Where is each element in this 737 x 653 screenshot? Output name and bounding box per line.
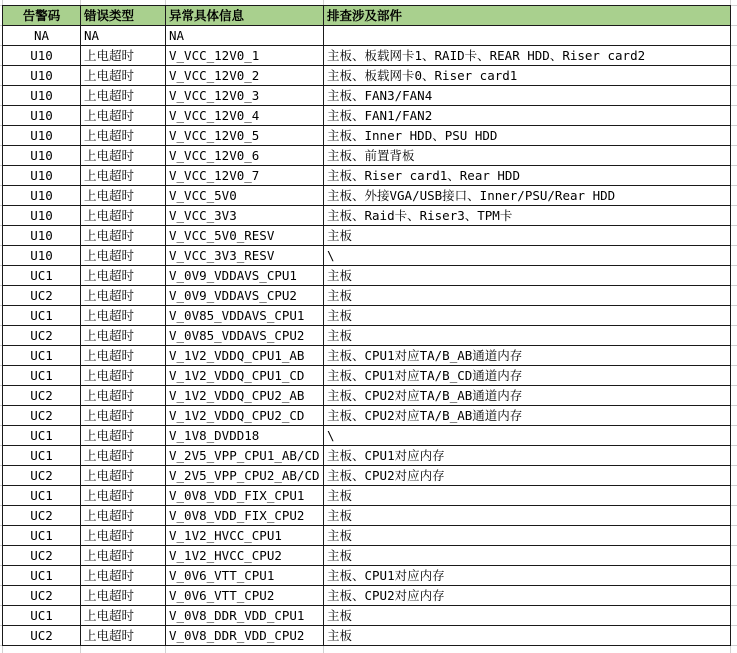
- cell[interactable]: 上电超时: [81, 166, 166, 186]
- cell[interactable]: 上电超时: [81, 426, 166, 446]
- cell[interactable]: V_1V2_HVCC_CPU2: [166, 546, 324, 566]
- header-involved-parts[interactable]: 排查涉及部件: [324, 6, 731, 26]
- cell[interactable]: V_0V9_VDDAVS_CPU1: [166, 266, 324, 286]
- table-row: [3, 446, 731, 466]
- table-row: [3, 366, 731, 386]
- cell[interactable]: 上电超时: [81, 306, 166, 326]
- cell[interactable]: 主板、板载网卡1、RAID卡、REAR HDD、Riser card2: [324, 46, 731, 66]
- table-row: [3, 106, 731, 126]
- cell[interactable]: V_0V8_DDR_VDD_CPU1: [166, 606, 324, 626]
- cell[interactable]: 上电超时: [81, 286, 166, 306]
- cell[interactable]: 主板、CPU1对应TA/B_CD通道内存: [324, 366, 731, 386]
- cell[interactable]: 主板、FAN1/FAN2: [324, 106, 731, 126]
- cell[interactable]: UC1: [3, 306, 81, 326]
- table-row: [3, 386, 731, 406]
- cell[interactable]: 上电超时: [81, 546, 166, 566]
- cell[interactable]: 主板、Riser card1、Rear HDD: [324, 166, 731, 186]
- cell[interactable]: V_0V9_VDDAVS_CPU2: [166, 286, 324, 306]
- cell[interactable]: V_0V85_VDDAVS_CPU2: [166, 326, 324, 346]
- table-row: [3, 246, 731, 266]
- cell[interactable]: 上电超时: [81, 266, 166, 286]
- table-row: [3, 546, 731, 566]
- cell[interactable]: V_0V8_DDR_VDD_CPU2: [166, 626, 324, 646]
- cell[interactable]: UC2: [3, 546, 81, 566]
- table-row: [3, 146, 731, 166]
- cell[interactable]: V_0V6_VTT_CPU2: [166, 586, 324, 606]
- cell[interactable]: 上电超时: [81, 366, 166, 386]
- table-row: [3, 606, 731, 626]
- table-row: [3, 346, 731, 366]
- cell[interactable]: UC1: [3, 526, 81, 546]
- cell[interactable]: U10: [3, 146, 81, 166]
- table-row: [3, 46, 731, 66]
- table-row: [3, 86, 731, 106]
- cell[interactable]: 上电超时: [81, 46, 166, 66]
- cell[interactable]: V_VCC_3V3: [166, 206, 324, 226]
- cell[interactable]: 主板、Inner HDD、PSU HDD: [324, 126, 731, 146]
- cell[interactable]: 上电超时: [81, 126, 166, 146]
- cell[interactable]: 上电超时: [81, 446, 166, 466]
- cell[interactable]: NA: [166, 26, 324, 46]
- cell[interactable]: 主板、CPU1对应TA/B_AB通道内存: [324, 346, 731, 366]
- table-row: [3, 226, 731, 246]
- cell[interactable]: 上电超时: [81, 86, 166, 106]
- cell[interactable]: V_VCC_3V3_RESV: [166, 246, 324, 266]
- cell[interactable]: V_0V6_VTT_CPU1: [166, 566, 324, 586]
- cell[interactable]: UC2: [3, 506, 81, 526]
- cell[interactable]: V_1V2_HVCC_CPU1: [166, 526, 324, 546]
- cell[interactable]: UC1: [3, 486, 81, 506]
- table-row: [3, 526, 731, 546]
- cell[interactable]: V_VCC_12V0_7: [166, 166, 324, 186]
- table-row: [3, 166, 731, 186]
- cell[interactable]: 主板: [324, 626, 731, 646]
- cell[interactable]: 主板: [324, 606, 731, 626]
- cell[interactable]: 主板、CPU2对应内存: [324, 466, 731, 486]
- cell[interactable]: 主板、CPU2对应TA/B_AB通道内存: [324, 386, 731, 406]
- cell[interactable]: UC1: [3, 426, 81, 446]
- cell[interactable]: U10: [3, 46, 81, 66]
- table-row: [3, 126, 731, 146]
- cell[interactable]: V_VCC_12V0_1: [166, 46, 324, 66]
- cell[interactable]: 主板、CPU2对应TA/B_AB通道内存: [324, 406, 731, 426]
- cell[interactable]: V_1V2_VDDQ_CPU2_CD: [166, 406, 324, 426]
- cell[interactable]: 上电超时: [81, 586, 166, 606]
- cell[interactable]: U10: [3, 206, 81, 226]
- table-row: [3, 306, 731, 326]
- cell[interactable]: 上电超时: [81, 386, 166, 406]
- cell[interactable]: 主板: [324, 226, 731, 246]
- cell[interactable]: 上电超时: [81, 146, 166, 166]
- cell[interactable]: 主板: [324, 486, 731, 506]
- cell[interactable]: \: [324, 426, 731, 446]
- cell[interactable]: V_VCC_5V0: [166, 186, 324, 206]
- table-row: [3, 186, 731, 206]
- table-row: [3, 406, 731, 426]
- table-row: [3, 626, 731, 646]
- cell[interactable]: 主板、Raid卡、Riser3、TPM卡: [324, 206, 731, 226]
- cell[interactable]: V_VCC_5V0_RESV: [166, 226, 324, 246]
- table-row: [3, 66, 731, 86]
- cell[interactable]: 主板、CPU1对应内存: [324, 566, 731, 586]
- cell[interactable]: 主板、外接VGA/USB接口、Inner/PSU/Rear HDD: [324, 186, 731, 206]
- cell[interactable]: V_VCC_12V0_4: [166, 106, 324, 126]
- cell[interactable]: 上电超时: [81, 526, 166, 546]
- cell[interactable]: 上电超时: [81, 406, 166, 426]
- cell[interactable]: 主板、CPU2对应内存: [324, 586, 731, 606]
- cell[interactable]: 主板: [324, 266, 731, 286]
- cell[interactable]: V_1V2_VDDQ_CPU1_AB: [166, 346, 324, 366]
- table-row: [3, 506, 731, 526]
- cell[interactable]: 上电超时: [81, 566, 166, 586]
- cell[interactable]: UC2: [3, 406, 81, 426]
- cell[interactable]: V_0V85_VDDAVS_CPU1: [166, 306, 324, 326]
- table-row: [3, 466, 731, 486]
- cell[interactable]: UC2: [3, 286, 81, 306]
- cell[interactable]: UC1: [3, 566, 81, 586]
- cell[interactable]: V_VCC_12V0_2: [166, 66, 324, 86]
- cell[interactable]: UC2: [3, 326, 81, 346]
- cell[interactable]: 上电超时: [81, 606, 166, 626]
- cell[interactable]: 主板: [324, 326, 731, 346]
- cell[interactable]: 主板、CPU1对应内存: [324, 446, 731, 466]
- cell[interactable]: UC1: [3, 366, 81, 386]
- cell[interactable]: V_2V5_VPP_CPU2_AB/CD: [166, 466, 324, 486]
- table-row: [3, 26, 731, 46]
- cell[interactable]: UC1: [3, 606, 81, 626]
- cell[interactable]: V_VCC_12V0_6: [166, 146, 324, 166]
- cell[interactable]: 主板、板载网卡0、Riser card1: [324, 66, 731, 86]
- cell[interactable]: 上电超时: [81, 486, 166, 506]
- cell[interactable]: U10: [3, 226, 81, 246]
- cell[interactable]: 主板: [324, 506, 731, 526]
- cell[interactable]: 主板: [324, 546, 731, 566]
- cell[interactable]: 主板、前置背板: [324, 146, 731, 166]
- cell[interactable]: 上电超时: [81, 106, 166, 126]
- cell[interactable]: U10: [3, 86, 81, 106]
- table-row: [3, 206, 731, 226]
- cell[interactable]: V_1V2_VDDQ_CPU1_CD: [166, 366, 324, 386]
- cell[interactable]: V_2V5_VPP_CPU1_AB/CD: [166, 446, 324, 466]
- cell[interactable]: 主板: [324, 526, 731, 546]
- cell[interactable]: [324, 26, 731, 46]
- table-row: [3, 326, 731, 346]
- cell[interactable]: U10: [3, 106, 81, 126]
- cell[interactable]: NA: [81, 26, 166, 46]
- cell[interactable]: UC2: [3, 626, 81, 646]
- cell[interactable]: 主板: [324, 286, 731, 306]
- header-exception-info[interactable]: 异常具体信息: [166, 6, 324, 26]
- cell[interactable]: 上电超时: [81, 506, 166, 526]
- cell[interactable]: UC2: [3, 466, 81, 486]
- table-row: [3, 586, 731, 606]
- header-error-type[interactable]: 错误类型: [81, 6, 166, 26]
- header-row: [3, 6, 731, 26]
- table-row: [3, 266, 731, 286]
- cell[interactable]: UC1: [3, 446, 81, 466]
- cell[interactable]: 上电超时: [81, 206, 166, 226]
- alarm-code-table: [2, 5, 731, 646]
- cell[interactable]: NA: [3, 26, 81, 46]
- cell[interactable]: U10: [3, 66, 81, 86]
- cell[interactable]: V_1V2_VDDQ_CPU2_AB: [166, 386, 324, 406]
- cell[interactable]: V_VCC_12V0_3: [166, 86, 324, 106]
- table-row: [3, 486, 731, 506]
- cell[interactable]: 上电超时: [81, 246, 166, 266]
- cell[interactable]: UC1: [3, 266, 81, 286]
- cell[interactable]: V_VCC_12V0_5: [166, 126, 324, 146]
- cell[interactable]: U10: [3, 166, 81, 186]
- cell[interactable]: 上电超时: [81, 226, 166, 246]
- cell[interactable]: 上电超时: [81, 326, 166, 346]
- cell[interactable]: V_0V8_VDD_FIX_CPU2: [166, 506, 324, 526]
- cell[interactable]: U10: [3, 246, 81, 266]
- cell[interactable]: UC2: [3, 586, 81, 606]
- cell[interactable]: 上电超时: [81, 626, 166, 646]
- cell[interactable]: UC1: [3, 346, 81, 366]
- table-row: [3, 426, 731, 446]
- cell[interactable]: 主板、FAN3/FAN4: [324, 86, 731, 106]
- cell[interactable]: V_0V8_VDD_FIX_CPU1: [166, 486, 324, 506]
- cell[interactable]: 上电超时: [81, 346, 166, 366]
- cell[interactable]: 上电超时: [81, 66, 166, 86]
- cell[interactable]: 主板: [324, 306, 731, 326]
- cell[interactable]: 上电超时: [81, 186, 166, 206]
- header-alarm-code[interactable]: 告警码: [3, 6, 81, 26]
- cell[interactable]: \: [324, 246, 731, 266]
- cell[interactable]: 上电超时: [81, 466, 166, 486]
- cell[interactable]: UC2: [3, 386, 81, 406]
- cell[interactable]: U10: [3, 126, 81, 146]
- cell[interactable]: V_1V8_DVDD18: [166, 426, 324, 446]
- table-row: [3, 286, 731, 306]
- table-body: [3, 26, 731, 646]
- table-row: [3, 566, 731, 586]
- cell[interactable]: U10: [3, 186, 81, 206]
